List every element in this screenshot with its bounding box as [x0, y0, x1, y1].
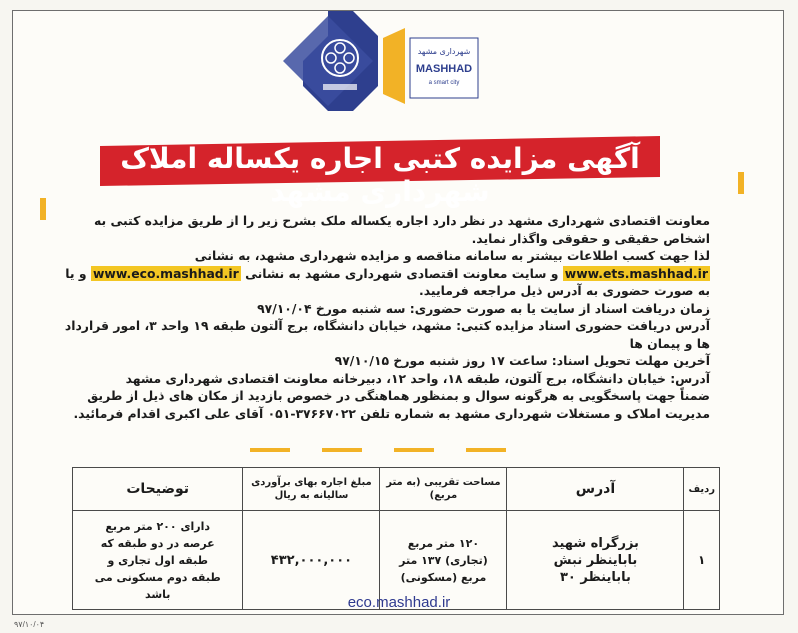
paragraph-receive-address: آدرس دریافت حضوری اسناد مزایده کتبی: مشهد، خیابان دانشگاه، برج آلتون طبقه ۱۹ واحد ۳، امور قرارداد ها و پیمان ها: [64, 318, 710, 351]
cell-price: ۴۳۲,۰۰۰,۰۰۰: [243, 511, 380, 610]
eco-website-link[interactable]: www.eco.mashhad.ir: [92, 265, 239, 281]
notice-title: آگهی مزایده کتبی اجاره یکساله املاک شهرداری مشهد: [120, 142, 640, 208]
title-banner: [100, 136, 660, 208]
page-number: ۹۷/۱۰/۰۴: [14, 620, 45, 629]
paragraph-info-b: و سایت معاونت اقتصادی شهرداری مشهد به نشانی: [245, 265, 559, 281]
cell-address: بزرگراه شهید باباینظر نبش باباینظر ۳۰: [507, 511, 684, 610]
paragraph-intro: معاونت اقتصادی شهرداری مشهد در نظر دارد اجاره یکساله ملک بشرح زیر را از طریق مزایده کتبی به اشخاص حقیقی و حقوقی واگذار نماید.: [93, 213, 710, 246]
paragraph-info: [50, 247, 710, 300]
cell-notes: دارای ۲۰۰ متر مربع عرصه در دو طبقه که طبقه اول تجاری و طبقه دوم مسکونی می باشد: [73, 511, 243, 610]
paragraph-deadline: آخرین مهلت تحویل اسناد: ساعت ۱۷ روز شنبه مورخ ۹۷/۱۰/۱۵: [334, 353, 710, 368]
paragraph-receive-time: زمان دریافت اسناد از سایت یا به صورت حضوری: سه شنبه مورخ ۹۷/۱۰/۰۴: [257, 300, 710, 316]
header-address: آدرس: [507, 468, 684, 511]
cell-row-number: ۱: [684, 511, 720, 610]
cell-area: ۱۲۰ متر مربع (تجاری) ۱۳۷ متر مربع (مسکونی): [380, 511, 507, 610]
ets-website-link[interactable]: www.ets.mashhad.ir: [564, 265, 708, 281]
paragraph-info-a: لذا جهت کسب اطلاعات بیشتر به سامانه مناقصه و مزایده شهرداری مشهد، به نشانی: [194, 248, 710, 263]
dashed-divider: [250, 446, 510, 454]
table-header-row: [73, 468, 720, 511]
paragraph-contact: ضمناً جهت پاسخگویی به هرگونه سوال و بمنظور هماهنگی در خصوص بازدید از مکان های ذیل از طریق مدیریت املاک و مستغلات شهرداری مشهد به شماره تلفن ۳۷۶۶۷۰۲۲-۰۵۱ آقای علی اکبری اقدام فرمائید.: [73, 388, 710, 421]
logo-brand-en: MASHHAD: [415, 63, 473, 75]
header-area: مساحت تقریبی (به متر مربع): [380, 468, 507, 511]
header-row-number: ردیف: [684, 468, 720, 511]
paragraph-submit-address: آدرس: خیابان دانشگاه، برج آلتون، طبقه ۱۸، واحد ۱۲، دبیرخانه معاونت اقتصادی شهرداری مشهد: [125, 370, 710, 386]
accent-bar-left: [40, 198, 46, 220]
paragraph-info-c: و یا به صورت حضوری به آدرس ذیل مراجعه فرمایید.: [65, 265, 710, 298]
notice-body: [50, 212, 710, 422]
header-notes: توضیحات: [73, 468, 243, 511]
logo-brand-fa: شهرداری مشهد: [417, 47, 471, 56]
logo-brand-sub: a smart city: [428, 80, 460, 86]
accent-bar-right: [738, 172, 744, 194]
header-price: مبلغ اجاره بهای برآوردی سالیانه به ریال: [243, 468, 380, 511]
mashhad-municipality-logo: [283, 6, 483, 116]
footer-website-url[interactable]: eco.mashhad.ir: [347, 594, 451, 611]
property-table: [72, 467, 720, 610]
